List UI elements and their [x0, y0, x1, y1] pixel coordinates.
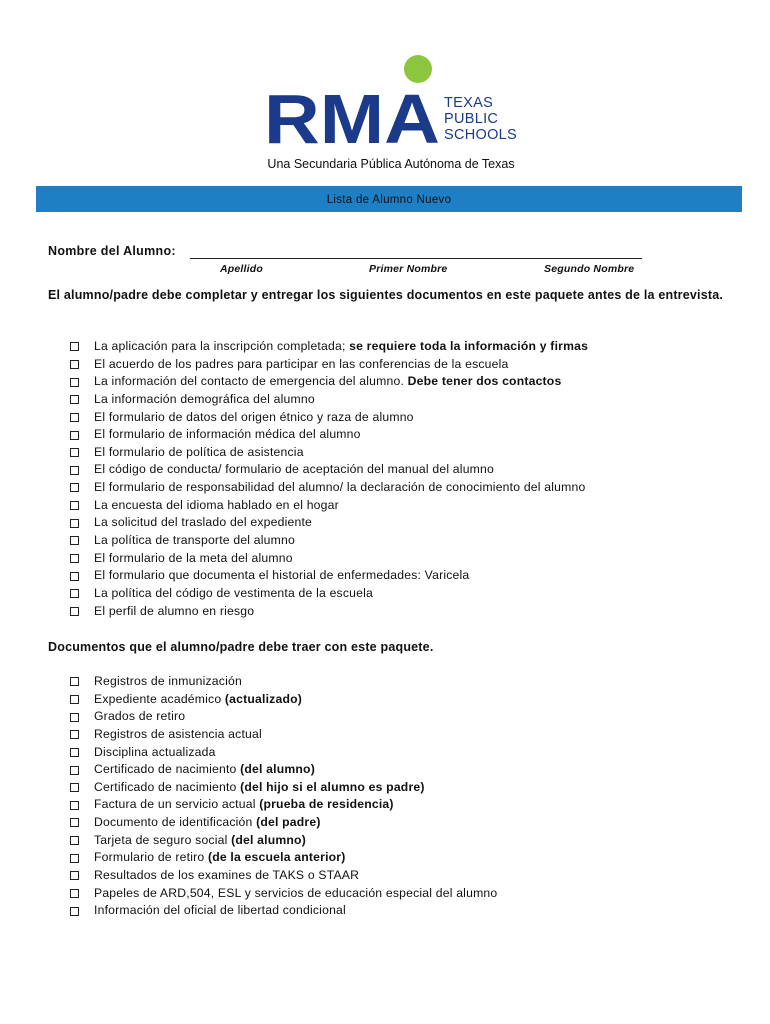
- checklist-item: [70, 567, 588, 585]
- student-name-label: Nombre del Alumno:: [48, 244, 176, 258]
- checkbox[interactable]: [70, 854, 79, 863]
- checklist-item: [70, 814, 497, 832]
- checklist-item-text: Factura de un servicio actual: [94, 797, 260, 812]
- checkbox[interactable]: [70, 360, 79, 369]
- checkbox[interactable]: [70, 801, 79, 810]
- checklist-item-text: El formulario de información médica del alumno: [94, 427, 361, 442]
- checklist-item: [70, 796, 497, 814]
- checklist-item-text: La información del contacto de emergencia del alumno.: [94, 374, 408, 389]
- checklist-item: [70, 849, 497, 867]
- checkbox[interactable]: [70, 378, 79, 387]
- bring-documents-list: [70, 673, 497, 920]
- checkbox[interactable]: [70, 501, 79, 510]
- logo-line: PUBLIC: [444, 111, 499, 127]
- checklist-item-text: La política de transporte del alumno: [94, 533, 295, 548]
- checklist-item: [70, 779, 497, 797]
- checkbox[interactable]: [70, 677, 79, 686]
- checkbox[interactable]: [70, 748, 79, 757]
- checkbox[interactable]: [70, 572, 79, 581]
- checklist-item: [70, 761, 497, 779]
- checklist-item: [70, 585, 588, 603]
- checkbox[interactable]: [70, 871, 79, 880]
- checklist-item-text: La solicitud del traslado del expediente: [94, 515, 313, 530]
- checkbox[interactable]: [70, 836, 79, 845]
- checklist-item: [70, 426, 588, 444]
- checkbox[interactable]: [70, 536, 79, 545]
- school-subtitle: Una Secundaria Pública Autónoma de Texas: [267, 157, 515, 171]
- checklist-item: [70, 867, 497, 885]
- checklist-item-text: Certificado de nacimiento: [94, 779, 241, 794]
- checkbox[interactable]: [70, 713, 79, 722]
- checkbox[interactable]: [70, 783, 79, 792]
- checklist-item-text: Grados de retiro: [94, 709, 186, 724]
- checklist-item: [70, 726, 497, 744]
- checklist-item: [70, 356, 588, 374]
- logo-wordmark: [444, 95, 517, 143]
- checklist-item-emphasis: (del padre): [256, 815, 321, 830]
- checklist-item-text: La información demográfica del alumno: [94, 391, 315, 406]
- checklist-item-text: El formulario de datos del origen étnico y raza de alumno: [94, 409, 414, 424]
- logo-line: TEXAS: [444, 95, 494, 111]
- checkbox[interactable]: [70, 431, 79, 440]
- checklist-item: [70, 902, 497, 920]
- required-documents-list: [70, 338, 588, 620]
- checklist-item-text: El acuerdo de los padres para participar en las conferencias de la escuela: [94, 356, 509, 371]
- checklist-item: [70, 885, 497, 903]
- checklist-item-text: Disciplina actualizada: [94, 744, 216, 759]
- checklist-item: [70, 708, 497, 726]
- checklist-item-emphasis: (del alumno): [240, 762, 315, 777]
- checklist-item: [70, 673, 497, 691]
- checklist-item-emphasis: (de la escuela anterior): [207, 850, 346, 865]
- logo-line: SCHOOLS: [444, 127, 518, 143]
- checkbox[interactable]: [70, 413, 79, 422]
- checklist-item-text: Certificado de nacimiento: [94, 762, 241, 777]
- checklist-item-text: El formulario de la meta del alumno: [94, 550, 293, 565]
- checkbox[interactable]: [70, 589, 79, 598]
- checklist-item-emphasis: (prueba de residencia): [259, 797, 394, 812]
- section1-intro: El alumno/padre debe completar y entregar los siguientes documentos en este paquete antes de la entrevista.: [48, 288, 724, 302]
- checklist-item: [70, 603, 588, 621]
- checklist-item-emphasis: (del hijo si el alumno es padre): [240, 779, 425, 794]
- banner-title: Lista de Alumno Nuevo: [326, 194, 452, 206]
- last-name-label: Apellido: [220, 263, 264, 275]
- middle-name-label: Segundo Nombre: [544, 263, 635, 275]
- checklist-item: [70, 444, 588, 462]
- checklist-item: [70, 832, 497, 850]
- checklist-item-text: La encuesta del idioma hablado en el hogar: [94, 497, 339, 512]
- checklist-item-text: La política del código de vestimenta de la escuela: [94, 585, 373, 600]
- checkbox[interactable]: [70, 483, 79, 492]
- checklist-item-text: Registros de asistencia actual: [94, 726, 262, 741]
- checkbox[interactable]: [70, 889, 79, 898]
- checklist-item: [70, 373, 588, 391]
- checkbox[interactable]: [70, 395, 79, 404]
- checkbox[interactable]: [70, 607, 79, 616]
- checkbox[interactable]: [70, 695, 79, 704]
- checklist-item: [70, 744, 497, 762]
- checklist-item-emphasis: (del alumno): [231, 832, 306, 847]
- checkbox[interactable]: [70, 907, 79, 916]
- checklist-item-text: Formulario de retiro: [94, 850, 208, 865]
- checklist-item-text: Expediente académico: [94, 691, 225, 706]
- checkbox[interactable]: [70, 342, 79, 351]
- checklist-item-text: Registros de inmunización: [94, 674, 242, 688]
- checklist-item: [70, 514, 588, 532]
- logo-letters: RMA: [264, 80, 440, 148]
- checklist-item-text: El perfil de alumno en riesgo: [94, 603, 255, 618]
- checklist-item-text: Resultados de los examines de TAKS o STAAR: [94, 868, 360, 883]
- checkbox[interactable]: [70, 519, 79, 528]
- checkbox[interactable]: [70, 818, 79, 827]
- logo-green-dot: [404, 55, 432, 83]
- checkbox[interactable]: [70, 766, 79, 775]
- student-name-field-line[interactable]: [190, 258, 642, 259]
- checklist-item-text: La aplicación para la inscripción completada;: [94, 339, 350, 353]
- checklist-item-text: Tarjeta de seguro social: [94, 832, 232, 847]
- checklist-item: [70, 461, 588, 479]
- checklist-item-text: Información del oficial de libertad condicional: [94, 903, 346, 918]
- checklist-item: [70, 409, 588, 427]
- checklist-item-text: El formulario de política de asistencia: [94, 444, 304, 459]
- checkbox[interactable]: [70, 554, 79, 563]
- checklist-item-text: El código de conducta/ formulario de aceptación del manual del alumno: [94, 462, 494, 477]
- checklist-item: [70, 479, 588, 497]
- checklist-item-text: Documento de identificación: [94, 815, 257, 830]
- checklist-item: [70, 550, 588, 568]
- checklist-item: [70, 391, 588, 409]
- checklist-item: [70, 532, 588, 550]
- checkbox[interactable]: [70, 730, 79, 739]
- checkbox[interactable]: [70, 448, 79, 457]
- checklist-item: [70, 691, 497, 709]
- checklist-item-emphasis: (actualizado): [224, 691, 302, 706]
- checklist-item: [70, 497, 588, 515]
- checklist-item-emphasis: se requiere toda la información y firmas: [349, 339, 589, 353]
- checklist-item-text: El formulario de responsabilidad del alumno/ la declaración de conocimiento del alumno: [94, 480, 586, 495]
- checklist-item: [70, 338, 588, 356]
- section2-title: Documentos que el alumno/padre debe traer con este paquete.: [48, 640, 434, 654]
- title-banner: [36, 186, 742, 212]
- first-name-label: Primer Nombre: [369, 263, 448, 275]
- checklist-item-text: Papeles de ARD,504, ESL y servicios de educación especial del alumno: [94, 885, 498, 900]
- checklist-item-text: El formulario que documenta el historial de enfermedades: Varicela: [94, 568, 470, 583]
- checkbox[interactable]: [70, 466, 79, 475]
- checklist-item-emphasis: Debe tener dos contactos: [407, 374, 562, 389]
